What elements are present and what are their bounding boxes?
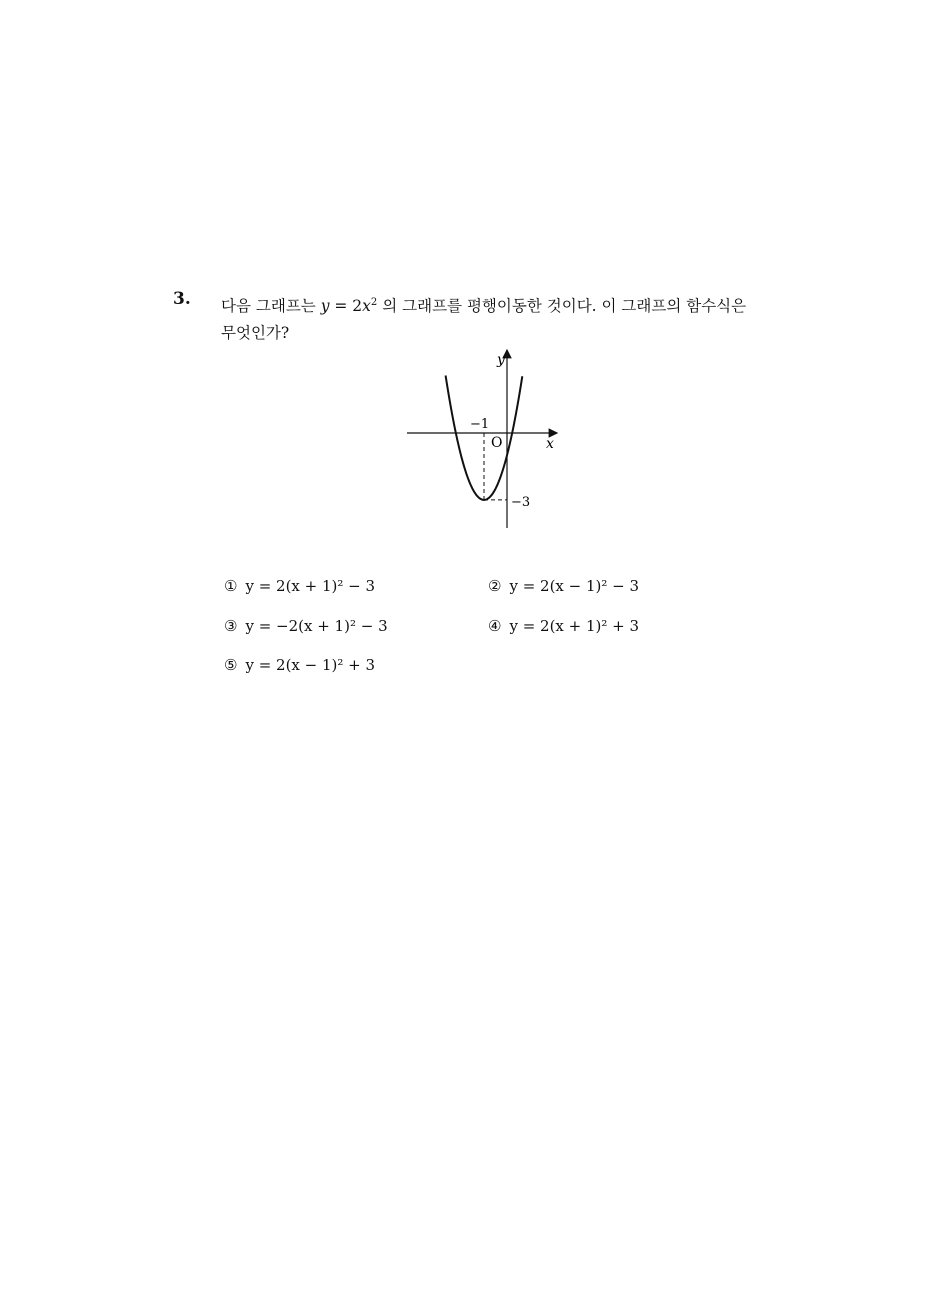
parabola-graph (400, 344, 570, 534)
choice-1[interactable] (224, 577, 375, 595)
choice-2-marker: ② (488, 577, 502, 595)
choice-2-expr: y = 2(x − 1)² − 3 (509, 577, 640, 595)
choice-1-expr: y = 2(x + 1)² − 3 (245, 577, 376, 595)
question-text (221, 289, 781, 347)
choice-4[interactable] (488, 617, 639, 635)
choice-3-marker: ③ (224, 617, 238, 635)
question-line-2: 무엇인가? (221, 324, 290, 343)
choice-3[interactable] (224, 617, 388, 635)
vertex-x-label: −1 (470, 417, 490, 432)
vertex-y-label: −3 (511, 495, 531, 510)
choice-5-marker: ⑤ (224, 656, 238, 674)
equation-exponent: 2 (370, 297, 378, 308)
x-axis-label: x (546, 436, 554, 452)
question-text-part-a: 다음 그래프는 (221, 297, 316, 316)
question-text-part-b: 의 그래프를 평행이동한 것이다. 이 그래프의 함수식은 (382, 297, 747, 316)
choice-5-expr: y = 2(x − 1)² + 3 (245, 656, 376, 674)
choice-4-marker: ④ (488, 617, 502, 635)
choice-1-marker: ① (224, 577, 238, 595)
choice-3-expr: y = −2(x + 1)² − 3 (245, 617, 388, 635)
equation-mid: = 2 (329, 297, 363, 316)
parabola-curve (446, 376, 523, 500)
y-axis-label: y (497, 352, 505, 368)
equation-y: y (320, 297, 330, 316)
equation-x: x (362, 297, 371, 316)
choice-4-expr: y = 2(x + 1)² + 3 (509, 617, 640, 635)
question-line-1 (221, 289, 781, 320)
question-number: 3. (173, 289, 191, 309)
choice-2[interactable] (488, 577, 639, 595)
origin-label: O (491, 435, 503, 451)
choice-5[interactable] (224, 656, 375, 674)
